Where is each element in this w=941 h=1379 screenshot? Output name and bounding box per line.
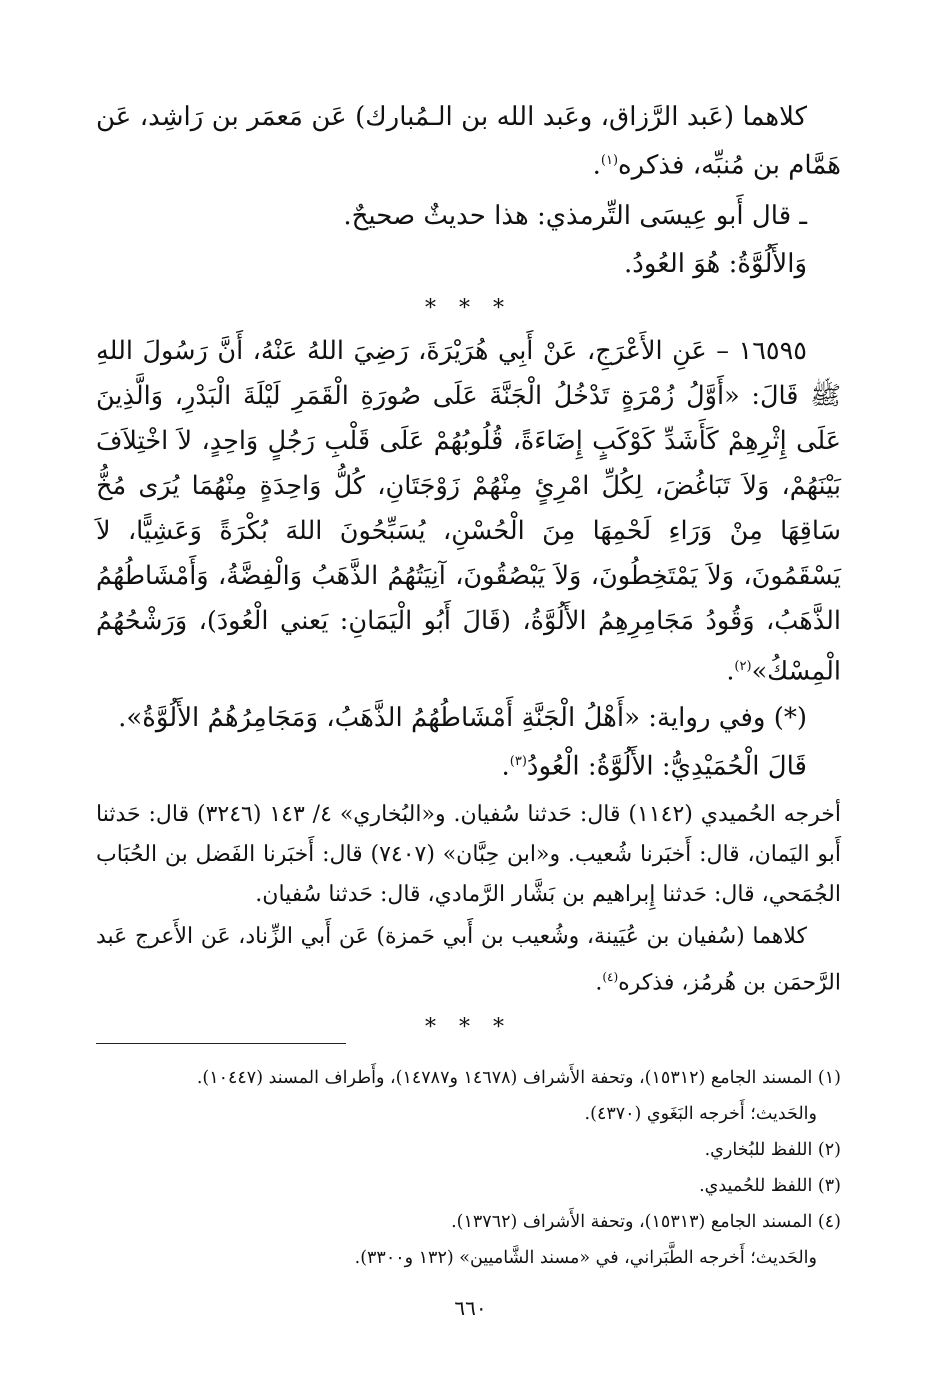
footnotes (96, 1060, 841, 1276)
page-number: ٦٦٠ (454, 1296, 487, 1320)
hadith-number: ١٦٥٩٥ – (706, 335, 807, 366)
kilahuma-paragraph (96, 917, 841, 1003)
footnote-ref-1: (١) (600, 153, 619, 168)
chain-period: . (592, 150, 601, 181)
aluwwa-note: وَالأَلُوَّةُ: هُوَ العُودُ. (624, 248, 807, 279)
humaidi-comment (96, 740, 841, 789)
footnote-divider (96, 1043, 346, 1044)
footnote-1: (١) المسند الجامع (١٥٣١٢)، وتحفة الأَشراف (١٤٦٧٨ و١٤٧٨٧)، وأَطراف المسند (١٠٤٤٧). (196, 1068, 841, 1088)
footnote-ref-2: (٢) (734, 658, 752, 674)
footnote-4: (٤) المسند الجامع (١٥٣١٣)، وتحفة الأَشراف (١٣٧٦٢). (451, 1212, 841, 1232)
chain-text: كلاهما (عَبد الرَّزاق، وعَبد الله بن الـمُبارك) عَن مَعمَر بن رَاشِد، عَن هَمَّام بن مُنبِّه، فذكره (96, 102, 841, 181)
section-separator: * * * (425, 295, 512, 321)
takhrij-paragraph: أخرجه الحُميدي (١١٤٢) قال: حَدثنا سُفيان. و«البُخاري» ٤/ ١٤٣ (٣٢٤٦) قال: حَدثنا أَبو اليَمان، قال: أَخبَرنا شُعيب. و«ابن حِبَّان» (٧٤٠٧) قال: أَخبَرنا الفَضل بن الحُبَاب الجُمَحي، قال: حَدثنا إِبراهيم بن بَشَّار الرَّمادي، قال: حَدثنا سُفيان. (96, 801, 842, 907)
footnote-ref-4: (٤) (602, 969, 619, 984)
section-separator-2: * * * (425, 1015, 512, 1041)
kilahuma-text: كلاهما (سُفيان بن عُيَينة، وشُعيب بن أَبي حَمزة) عَن أَبي الزِّناد، عَن الأَعرج عَبد الرَّحمَن بن هُرمُز، فذكره (96, 923, 841, 996)
riwaya-variant: (*) وفي رواية: «أَهْلُ الْجَنَّةِ أَمْشَاطُهُمُ الذَّهَبُ، وَمَجَامِرُهُمُ الأَلُوَّةُ». (118, 703, 807, 734)
tirmidhi-comment: ـ قال أَبو عِيسَى التِّرمذي: هذا حديثٌ صحيحٌ. (343, 200, 807, 231)
hadith-period: . (726, 656, 735, 687)
kilahuma-period: . (595, 970, 603, 996)
chain-paragraph (96, 95, 841, 188)
footnote-1-continuation: والحَديث؛ أَخرجه البَغَوي (٤٣٧٠). (584, 1104, 817, 1124)
footnote-4-continuation: والحَديث؛ أَخرجه الطَّبَراني، في «مسند الشَّاميين» (١٣٢ و٣٣٠٠). (354, 1248, 817, 1268)
humaidi-text: قَالَ الْحُمَيْدِيُّ: الأَلُوَّةُ: الْعُودُ (526, 751, 807, 782)
humaidi-period: . (501, 751, 510, 782)
hadith-text (96, 329, 841, 695)
footnote-ref-3: (٣) (509, 754, 527, 770)
main-text (96, 95, 841, 1048)
footnote-2: (٢) اللفظ للبُخاري. (704, 1140, 841, 1160)
footnote-3: (٣) اللفظ للحُميدي. (699, 1176, 841, 1196)
hadith-body: عَنِ الأَعْرَجِ، عَنْ أَبِي هُرَيْرَةَ، رَضِيَ اللهُ عَنْهُ، أَنَّ رَسُولَ اللهِ ﷺ قَالَ: «أَوَّلُ زُمْرَةٍ تَدْخُلُ الْجَنَّةَ عَلَى صُورَةِ الْقَمَرِ لَيْلَةَ الْبَدْرِ، وَالَّذِينَ عَلَى إِثْرِهِمْ كَأَشَدِّ كَوْكَبٍ إِضَاءَةً، قُلُوبُهُمْ عَلَى قَلْبِ رَجُلٍ وَاحِدٍ، لاَ اخْتِلاَفَ بَيْنَهُمْ، وَلاَ تَبَاغُضَ، لِكُلِّ امْرِئٍ مِنْهُمْ زَوْجَتَانِ، كُلُّ وَاحِدَةٍ مِنْهُمَا يُرَى مُخُّ سَاقِهَا مِنْ وَرَاءِ لَحْمِهَا مِنَ الْحُسْنِ، يُسَبِّحُونَ اللهَ بُكْرَةً وَعَشِيًّا، لاَ يَسْقَمُونَ، وَلاَ يَمْتَخِطُونَ، وَلاَ يَبْصُقُونَ، آنِيَتُهُمُ الذَّهَبُ وَالْفِضَّةُ، وَأَمْشَاطُهُمُ الذَّهَبُ، وَقُودُ مَجَامِرِهِمُ الأَلُوَّةُ، (قَالَ أَبُو الْيَمَانِ: يَعني الْعُودَ)، وَرَشْحُهُمُ الْمِسْكُ» (96, 335, 841, 687)
